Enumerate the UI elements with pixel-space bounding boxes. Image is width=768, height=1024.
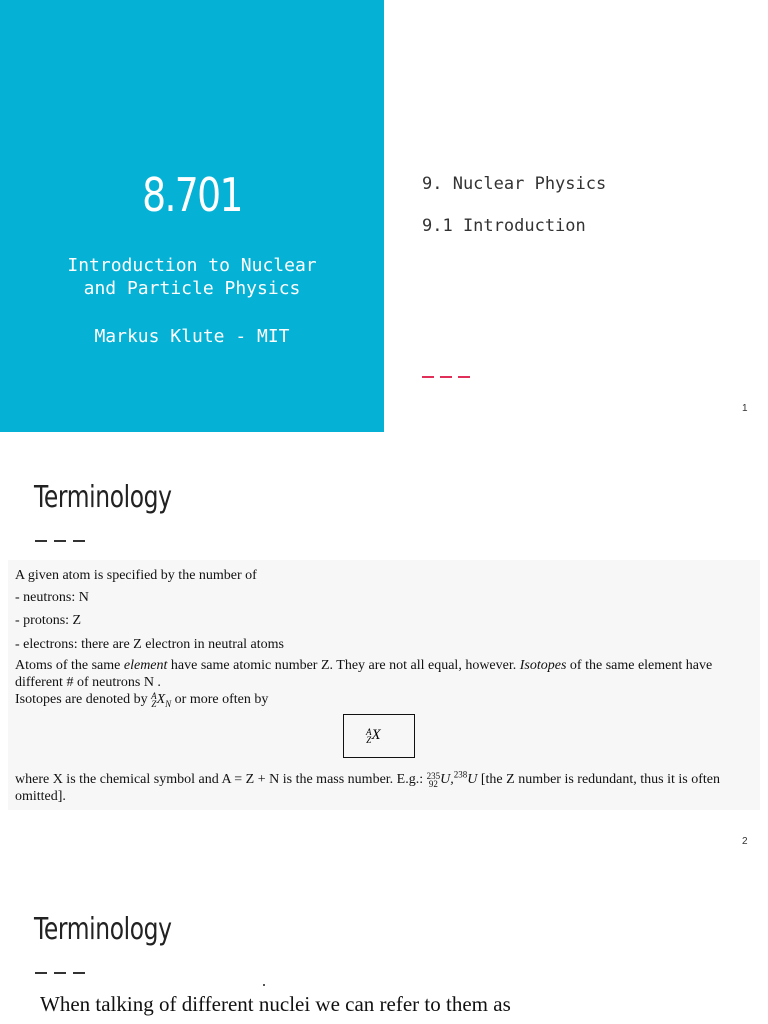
mass-number-paragraph: where X is the chemical symbol and A = Z + N is the mass number. E.g.: 235 92 U,$^{238}$U [the Z number is redundant, thus it is often omitted].	[15, 769, 720, 804]
course-title-line1: Introduction to Nuclear	[67, 255, 317, 276]
slide-heading: Terminology	[34, 912, 172, 947]
page-number: 1	[742, 403, 748, 414]
course-number: 8.701	[142, 168, 242, 222]
intro-text: A given atom is specified by the number of	[15, 568, 257, 583]
notation-box: A ZX	[343, 714, 415, 758]
course-title	[0, 254, 384, 300]
list-item: - neutrons: N	[15, 590, 89, 605]
subsection-title: 9.1 Introduction	[422, 216, 586, 236]
notation-formula: A Z	[151, 690, 157, 709]
page-number: 2	[742, 836, 748, 847]
slide-heading: Terminology	[34, 480, 172, 515]
heading-dash	[35, 540, 85, 542]
nuclei-text: When talking of different nuclei we can refer to them as	[40, 992, 511, 1016]
section-title: 9. Nuclear Physics	[422, 174, 607, 194]
notation-paragraph: Isotopes are denoted by A $ZX_N$ or more often by	[15, 690, 269, 709]
heading-dash	[35, 972, 85, 974]
list-item: - electrons: there are Z electron in neutral atoms	[15, 637, 284, 652]
course-title-line2: and Particle Physics	[83, 278, 301, 299]
list-item: - protons: Z	[15, 613, 82, 628]
accent-dash	[422, 376, 470, 378]
stray-mark	[263, 984, 265, 986]
course-author: Markus Klute - MIT	[94, 326, 290, 347]
isotope-paragraph: Atoms of the same element have same atomic number Z. They are not all equal, however. Isotopes of the same element have different # of neutrons N .	[15, 658, 713, 690]
